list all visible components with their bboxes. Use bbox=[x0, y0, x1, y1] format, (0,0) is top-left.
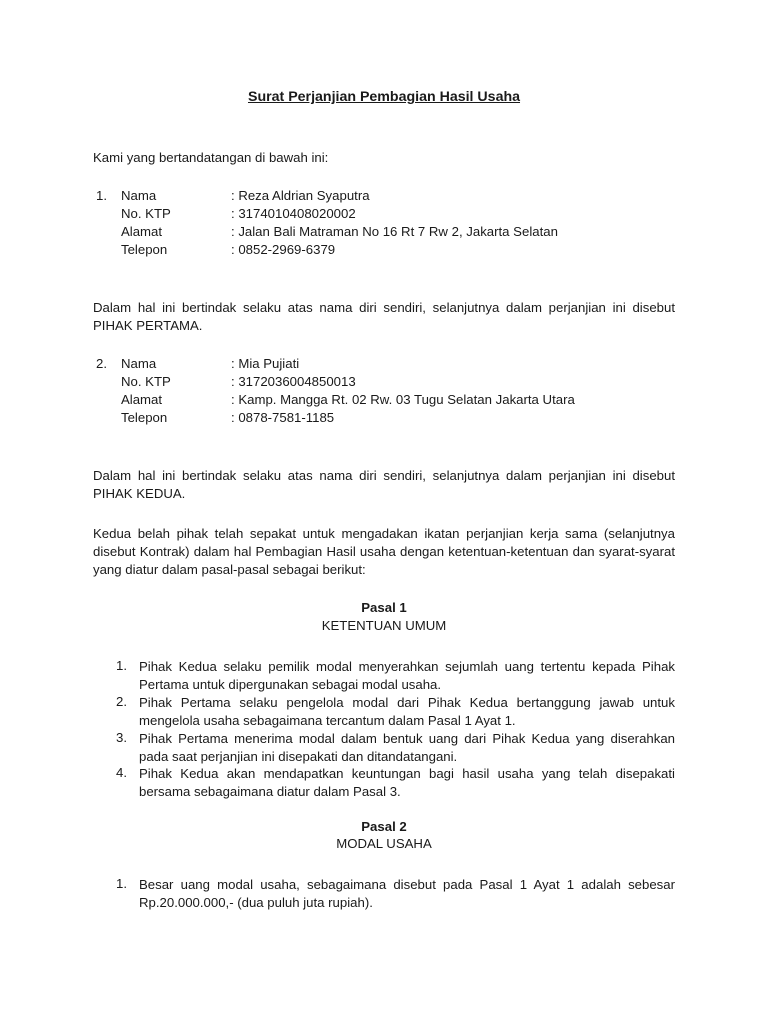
pasal1-heading: Pasal 1 bbox=[361, 600, 407, 615]
party1-name-label: Nama bbox=[121, 188, 157, 203]
party1-name-value: : Reza Aldrian Syaputra bbox=[231, 188, 370, 203]
pasal1-item-number: 3. bbox=[116, 730, 127, 745]
party2-number: 2. bbox=[96, 356, 107, 371]
pasal2-heading: Pasal 2 bbox=[361, 819, 407, 834]
party1-ktp-value: : 3174010408020002 bbox=[231, 206, 356, 221]
party2-name-value: : Mia Pujiati bbox=[231, 356, 300, 371]
party2-address-label: Alamat bbox=[121, 392, 163, 407]
party1-number: 1. bbox=[96, 188, 107, 203]
pasal1-item-text: Pihak Kedua selaku pemilik modal menyerahkan sejumlah uang tertentu kepada Pihak Pertama untuk dipergunakan sebagai modal usaha. bbox=[139, 659, 675, 692]
intro-text: Kami yang bertandatangan di bawah ini: bbox=[93, 150, 329, 165]
party2-phone-label: Telepon bbox=[121, 410, 168, 425]
party1-address-value: : Jalan Bali Matraman No 16 Rt 7 Rw 2, Jakarta Selatan bbox=[231, 224, 558, 239]
party1-phone-label: Telepon bbox=[121, 242, 168, 257]
party2-phone-value: : 0878-7581-1185 bbox=[231, 410, 335, 425]
party1-ktp-label: No. KTP bbox=[121, 206, 171, 221]
party1-address-label: Alamat bbox=[121, 224, 163, 239]
pasal2-item-text: Besar uang modal usaha, sebagaimana disebut pada Pasal 1 Ayat 1 adalah sebesar Rp.20.000.000,- (dua puluh juta rupiah). bbox=[139, 877, 675, 910]
party1-statement: Dalam hal ini bertindak selaku atas nama diri sendiri, selanjutnya dalam perjanjian ini disebut PIHAK PERTAMA. bbox=[93, 300, 675, 333]
agreement-paragraph: Kedua belah pihak telah sepakat untuk mengadakan ikatan perjanjian kerja sama (selanjutnya disebut Kontrak) dalam hal Pembagian Hasil usaha dengan ketentuan-ketentuan dan syarat-syarat yang diatur dalam pasal-pasal sebagai berikut: bbox=[93, 526, 675, 577]
party2-ktp-label: No. KTP bbox=[121, 374, 171, 389]
pasal1-item-text: Pihak Kedua akan mendapatkan keuntungan bagi hasil usaha yang telah disepakati bersama sebagaimana diatur dalam Pasal 3. bbox=[139, 766, 675, 799]
pasal1-item-number: 1. bbox=[116, 658, 127, 673]
pasal1-item-number: 2. bbox=[116, 694, 127, 709]
pasal1-item-number: 4. bbox=[116, 765, 127, 780]
document-title: Surat Perjanjian Pembagian Hasil Usaha bbox=[247, 89, 521, 105]
party1-phone-value: : 0852-2969-6379 bbox=[231, 242, 336, 257]
party2-statement: Dalam hal ini bertindak selaku atas nama diri sendiri, selanjutnya dalam perjanjian ini disebut PIHAK KEDUA. bbox=[93, 468, 675, 501]
party2-name-label: Nama bbox=[121, 356, 157, 371]
party2-ktp-value: : 3172036004850013 bbox=[231, 374, 356, 389]
pasal1-subheading: KETENTUAN UMUM bbox=[321, 618, 447, 633]
pasal2-item-number: 1. bbox=[116, 876, 127, 891]
pasal1-item-text: Pihak Pertama selaku pengelola modal dari Pihak Kedua bertanggung jawab untuk mengelola usaha sebagaimana tercantum dalam Pasal 1 Ayat 1. bbox=[139, 695, 675, 728]
pasal2-subheading: MODAL USAHA bbox=[336, 836, 432, 851]
party2-address-value: : Kamp. Mangga Rt. 02 Rw. 03 Tugu Selatan Jakarta Utara bbox=[231, 392, 575, 407]
pasal1-item-text: Pihak Pertama menerima modal dalam bentuk uang dari Pihak Kedua yang diserahkan pada saat perjanjian ini disepakati dan ditandatangani. bbox=[139, 731, 675, 764]
